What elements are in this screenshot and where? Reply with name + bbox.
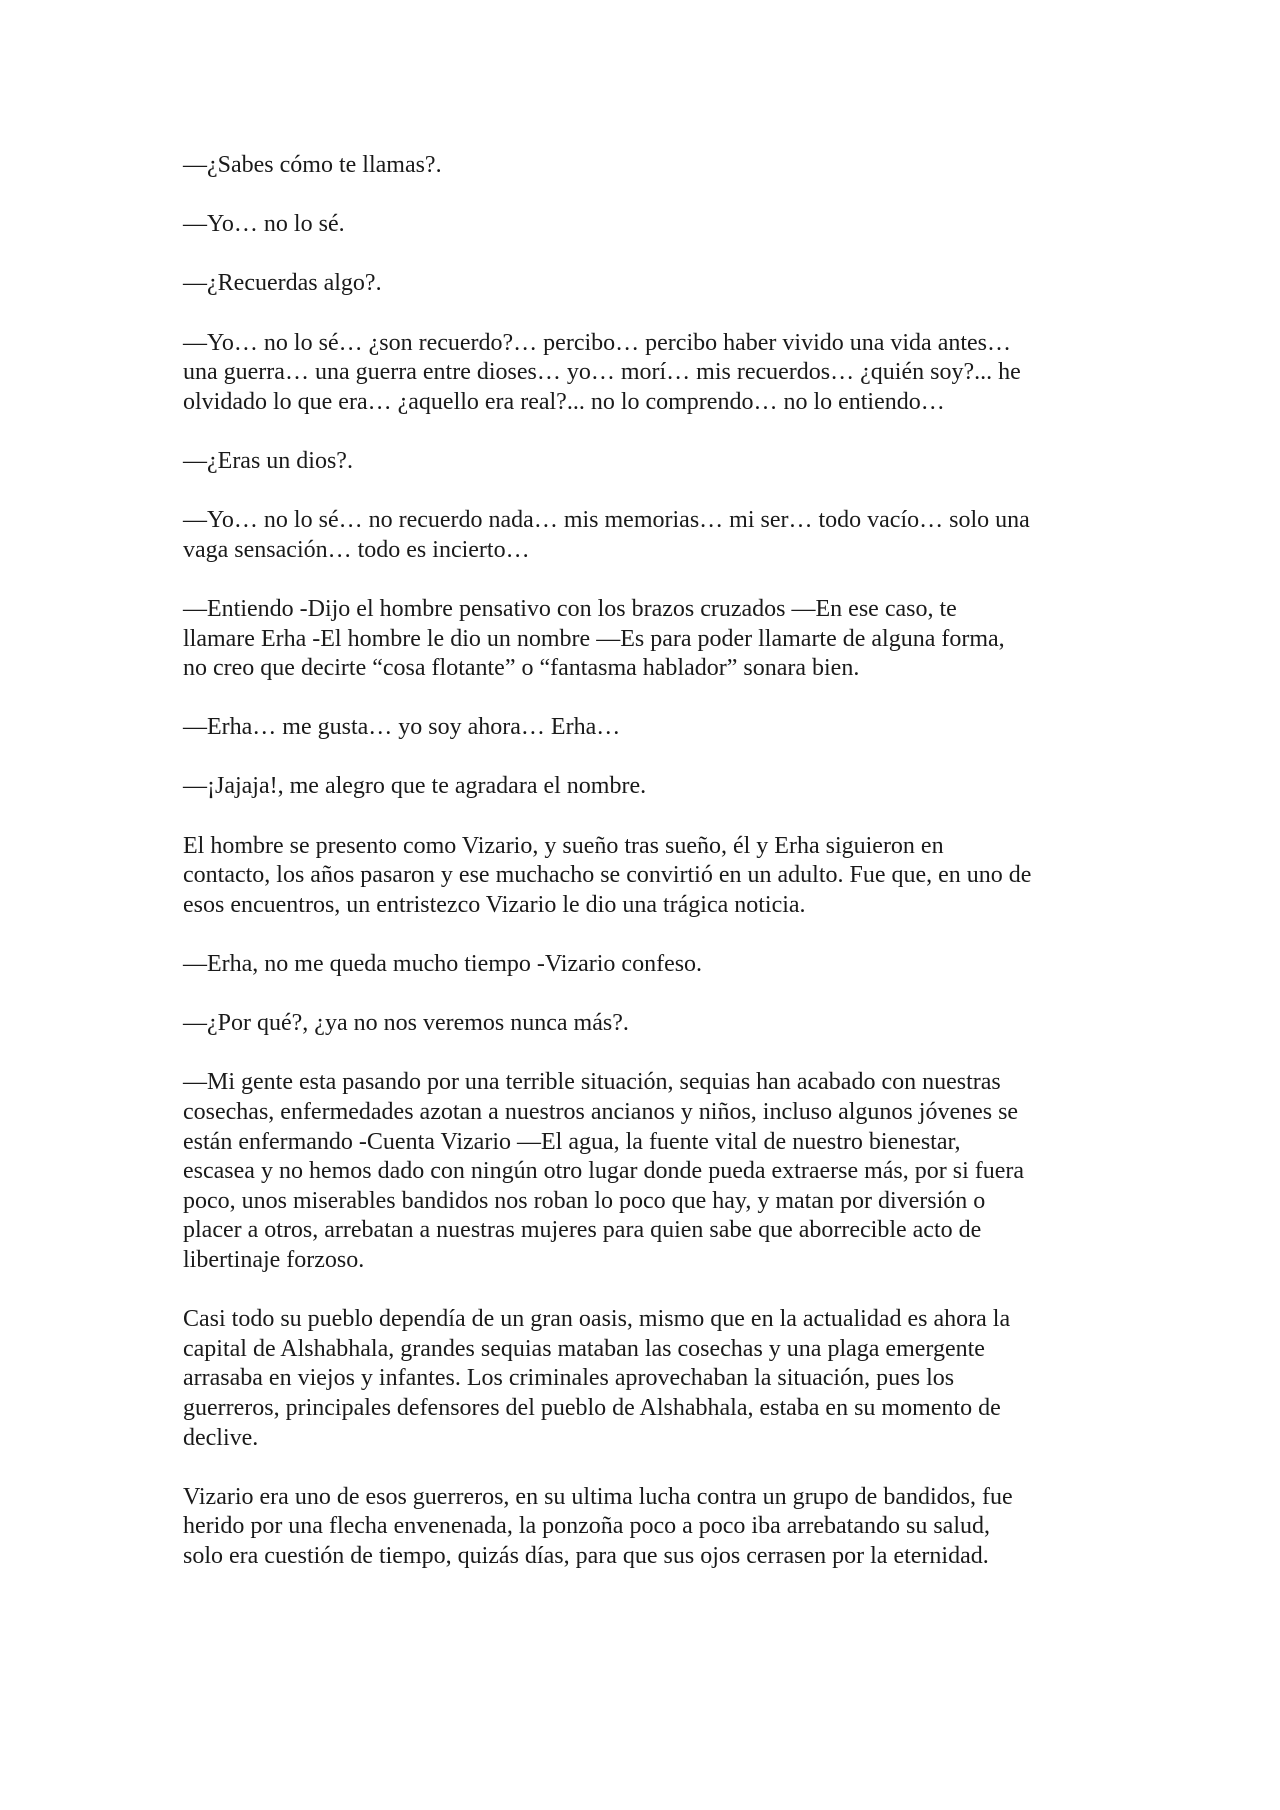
text-line: —Erha, no me queda mucho tiempo -Vizario confeso.	[183, 951, 703, 978]
text-line: —¿Por qué?, ¿ya no nos veremos nunca más?.	[183, 1010, 629, 1037]
paragraph	[183, 772, 1103, 802]
text-line: —¿Sabes cómo te llamas?.	[183, 152, 442, 178]
paragraph	[183, 329, 1103, 418]
paragraph	[183, 210, 1103, 240]
paragraph	[183, 832, 1103, 921]
text-line: cosechas, enfermedades azotan a nuestros ancianos y niños, incluso algunos jóvenes se	[183, 1099, 1019, 1125]
text-line: contacto, los años pasaron y ese muchacho se convirtió en un adulto. Fue que, en uno de	[183, 862, 1032, 889]
text-line: libertinaje forzoso.	[183, 1246, 365, 1273]
text-line: declive.	[183, 1424, 259, 1451]
text-line: El hombre se presento como Vizario, y sueño tras sueño, él y Erha siguieron en	[183, 832, 944, 859]
paragraph	[183, 595, 1103, 684]
paragraph	[183, 506, 1103, 565]
paragraph	[183, 1068, 1103, 1275]
text-line: arrasaba en viejos y infantes. Los criminales aprovechaban la situación, pues los	[183, 1365, 955, 1392]
text-line: capital de Alshabhala, grandes sequias mataban las cosechas y una plaga emergente	[183, 1335, 985, 1362]
text-line: —Entiendo -Dijo el hombre pensativo con los brazos cruzados —En ese caso, te	[183, 595, 957, 622]
text-line: Vizario era uno de esos guerreros, en su ultima lucha contra un grupo de bandidos, fue	[183, 1483, 1013, 1510]
paragraph	[183, 447, 1103, 477]
paragraph	[183, 950, 1103, 980]
text-line: herido por una flecha envenenada, la ponzoña poco a poco iba arrebatando su salud,	[183, 1513, 990, 1540]
text-line: olvidado lo que era… ¿aquello era real?... no lo comprendo… no lo entiendo…	[183, 388, 945, 415]
text-line: —Yo… no lo sé… no recuerdo nada… mis memorias… mi ser… todo vacío… solo una	[183, 507, 1030, 534]
text-line: esos encuentros, un entristezco Vizario le dio una trágica noticia.	[183, 891, 806, 918]
text-line: están enfermando -Cuenta Vizario —El agua, la fuente vital de nuestro bienestar,	[183, 1128, 961, 1155]
text-line: guerreros, principales defensores del pueblo de Alshabhala, estaba en su momento de	[183, 1394, 1001, 1421]
text-line: —Erha… me gusta… yo soy ahora… Erha…	[183, 714, 621, 741]
text-line: llamare Erha -El hombre le dio un nombre —Es para poder llamarte de alguna forma,	[183, 625, 1005, 652]
paragraph	[183, 1009, 1103, 1039]
text-line: —¿Eras un dios?.	[183, 447, 353, 474]
text-line: poco, unos miserables bandidos nos roban lo poco que hay, y matan por diversión o	[183, 1187, 986, 1214]
text-line: —Yo… no lo sé.	[183, 211, 345, 238]
paragraph	[183, 1305, 1103, 1453]
text-line: placer a otros, arrebatan a nuestras mujeres para quien sabe que aborrecible acto de	[183, 1217, 982, 1244]
text-line: —Mi gente esta pasando por una terrible situación, sequias han acabado con nuestras	[183, 1069, 1001, 1096]
text-line: Casi todo su pueblo dependía de un gran oasis, mismo que en la actualidad es ahora la	[183, 1306, 1011, 1333]
paragraph	[183, 151, 1103, 181]
text-line: escasea y no hemos dado con ningún otro lugar donde pueda extraerse más, por si fuera	[183, 1158, 1025, 1185]
text-line: no creo que decirte “cosa flotante” o “fantasma hablador” sonara bien.	[183, 655, 860, 682]
text-line: —¡Jajaja!, me alegro que te agradara el nombre.	[183, 773, 647, 800]
paragraph	[183, 269, 1103, 299]
paragraph	[183, 713, 1103, 743]
text-line: una guerra… una guerra entre dioses… yo… morí… mis recuerdos… ¿quién soy?... he	[183, 359, 1021, 386]
text-line: vaga sensación… todo es incierto…	[183, 536, 530, 563]
document-body	[183, 151, 1103, 1572]
text-line: solo era cuestión de tiempo, quizás días, para que sus ojos cerrasen por la eternidad.	[183, 1542, 989, 1569]
text-line: —Yo… no lo sé… ¿son recuerdo?… percibo… percibo haber vivido una vida antes…	[183, 329, 1012, 356]
paragraph	[183, 1483, 1103, 1572]
text-line: —¿Recuerdas algo?.	[183, 270, 382, 297]
